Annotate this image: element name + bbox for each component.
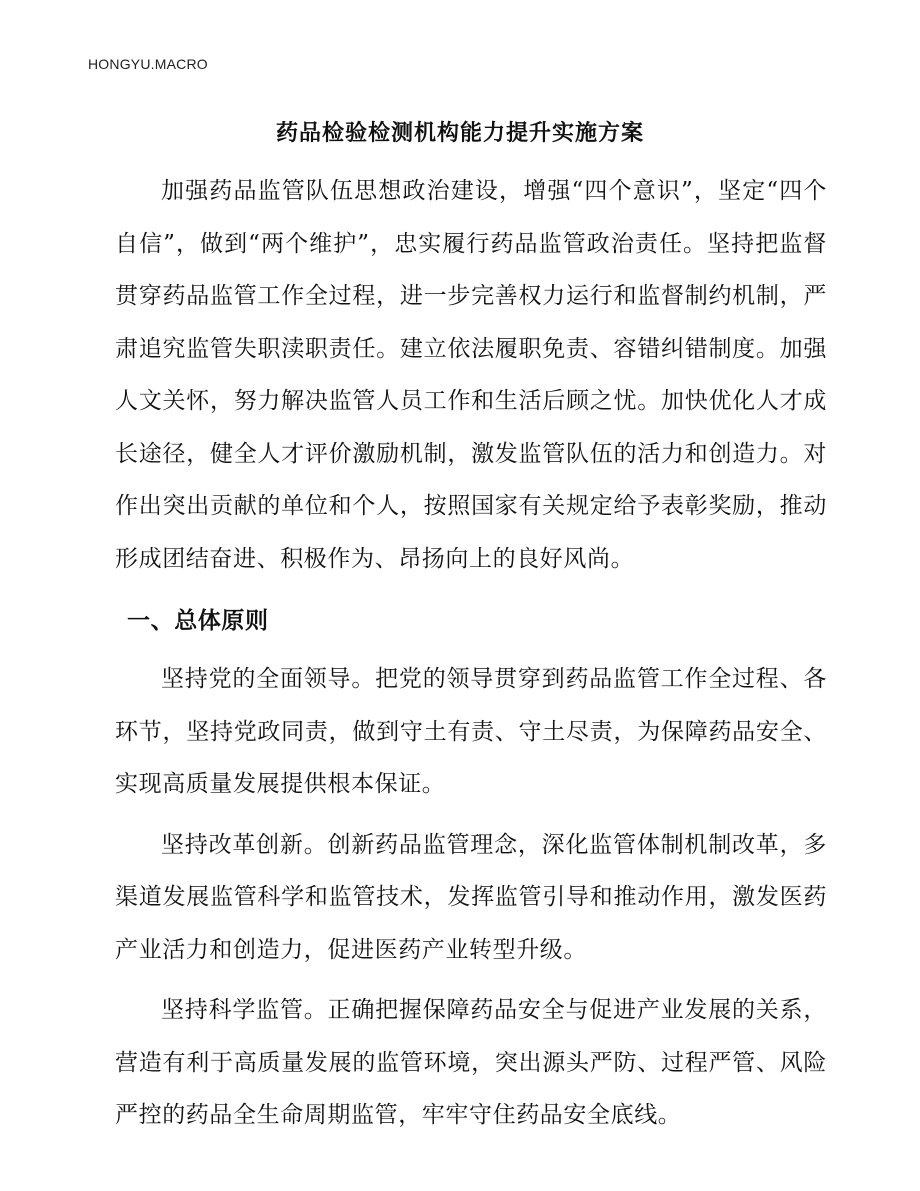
principle-paragraph-2: 坚持改革创新。创新药品监管理念，深化监管体制机制改革，多渠道发展监管科学和监管技术，发挥监管引导和推动作用，激发医药产业活力和创造力，促进医药产业转型升级。 [115,831,827,963]
document-title: 药品检验检测机构能力提升实施方案 [275,120,644,146]
intro-paragraph: 加强药品监管队伍思想政治建设，增强“四个意识”，坚定“四个自信”，做到“两个维护”，忠实履行药品监管政治责任。坚持把监督贯穿药品监管工作全过程，进一步完善权力运行和监督制约机制，严肃追究监管失职渎职责任。建立依法履职免责、容错纠错制度。加强人文关怀，努力解决监管人员工作和生活后顾之忧。加快优化人才成长途径，健全人才评价激励机制，激发监管队伍的活力和创造力。对作出突出贡献的单位和个人，按照国家有关规定给予表彰奖励，推动形成团结奋进、积极作为、昂扬向上的良好风尚。 [115,178,827,572]
section-heading: 一、总体原则 [127,607,269,634]
principle-paragraph-1: 坚持党的全面领导。把党的领导贯穿到药品监管工作全过程、各环节，坚持党政同责，做到守土有责、守土尽责，为保障药品安全、实现高质量发展提供根本保证。 [115,666,827,797]
document-body [115,165,827,1142]
principle-paragraph-3: 坚持科学监管。正确把握保障药品安全与促进产业发展的关系，营造有利于高质量发展的监管环境，突出源头严防、过程严管、风险严控的药品全生命周期监管，牢牢守住药品安全底线。 [115,997,827,1128]
header-watermark: HONGYU.MACRO [88,56,208,72]
